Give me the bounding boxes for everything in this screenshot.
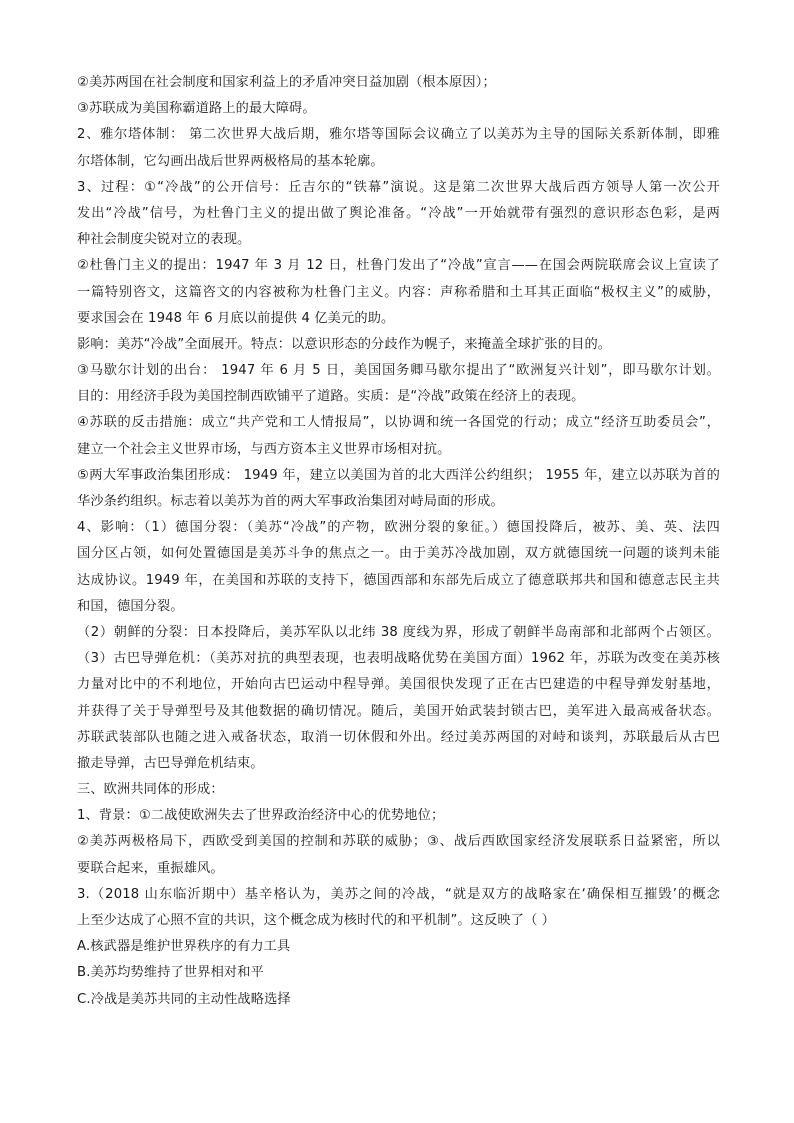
text-line: A.核武器是维护世界秩序的有力工具 [77, 939, 291, 955]
text-line: 国分区占领，如何处置德国是美苏斗争的焦点之一。由于美苏冷战加剧，双方就德国统一问题的谈判未能 [77, 546, 720, 562]
text-line: 影响：美苏“冷战”全面展开。特点：以意识形态的分歧作为幌子，来掩盖全球扩张的目的。 [77, 336, 612, 352]
text-line: 尔塔体制，它勾画出战后世界两极格局的基本轮廓。 [77, 153, 384, 169]
text-line: B.美苏均势维持了世界相对和平 [77, 965, 264, 981]
text-line: ②美苏两极格局下，西欧受到美国的控制和苏联的威胁；③、战后西欧国家经济发展联系日益紧密，所以 [77, 834, 720, 850]
text-line: 2、雅尔塔体制： 第二次世界大战后期，雅尔塔等国际会议确立了以美苏为主导的国际关系新体制，即雅 [77, 127, 720, 143]
text-line: 目的：用经济手段为美国控制西欧铺平了道路。实质：是“冷战”政策在经济上的表现。 [77, 389, 585, 405]
text-line: 3.（2018 山东临沂期中）基辛格认为，美苏之间的冷战，“就是双方的战略家在‘确保相互摧毁’的概念 [77, 886, 720, 902]
text-line: ④苏联的反击措施：成立“共产党和工人情报局”，以协调和统一各国党的行动；成立“经济互助委员会”， [77, 415, 720, 431]
text-line: 4、影响：（1）德国分裂：（美苏“冷战”的产物，欧洲分裂的象征。）德国投降后，被苏、美、英、法四 [77, 520, 720, 536]
text-line: 发出“冷战”信号，为杜鲁门主义的提出做了舆论准备。“冷战”一开始就带有强烈的意识形态色彩，是两 [77, 205, 720, 221]
text-line: 建立一个社会主义世界市场，与西方资本主义世界市场相对抗。 [77, 441, 451, 457]
text-line: 和国，德国分裂。 [77, 598, 184, 614]
text-line: 种社会制度尖锐对立的表现。 [77, 232, 251, 248]
text-line: 3、过程：①“冷战”的公开信号：丘吉尔的“铁幕”演说。这是第二次世界大战后西方领导人第一次公开 [77, 179, 720, 195]
text-line: ⑤两大军事政治集团形成： 1949 年，建立以美国为首的北大西洋公约组织； 1955 年，建立以苏联为首的 [77, 467, 720, 483]
text-line: 并获得了关于导弹型号及其他数据的确切情况。随后，美国开始武装封锁古巴，美军进入最高戒备状态。 [77, 703, 720, 719]
text-line: ②美苏两国在社会制度和国家利益上的矛盾冲突日益加剧（根本原因）； [77, 75, 496, 90]
text-line: 达成协议。1949 年，在美国和苏联的支持下，德国西部和东部先后成立了德意联邦共和国和德意志民主共 [77, 572, 720, 588]
text-line: 华沙条约组织。标志着以美苏为首的两大军事政治集团对峙局面的形成。 [77, 494, 504, 509]
text-line: 一篇特别咨文，这篇咨文的内容被称为杜鲁门主义。内容：声称希腊和土耳其正面临“极权主义”的威胁， [77, 284, 720, 300]
text-line: （2）朝鲜的分裂：日本投降后，美苏军队以北纬 38 度线为界，形成了朝鲜半岛南部和北部两个占领区。 [77, 624, 720, 640]
text-line: 要求国会在 1948 年 6 月底以前提供 4 亿美元的助。 [77, 310, 395, 326]
text-line: ②杜鲁门主义的提出：1947 年 3 月 12 日，杜鲁门发出了“冷战”宣言——在国会两院联席会议上宣读了 [77, 258, 720, 274]
text-line: ③苏联成为美国称霸道路上的最大障碍。 [77, 101, 316, 117]
text-line: ③马歇尔计划的出台： 1947 年 6 月 5 日，美国国务卿马歇尔提出了“欧洲复兴计划”，即马歇尔计划。 [77, 363, 720, 379]
text-line: 力量对比中的不利地位，开始向古巴运动中程导弹。美国很快发现了正在古巴建造的中程导弹发射基地， [77, 677, 720, 693]
text-line: 三、欧洲共同体的形成： [77, 782, 224, 798]
text-line: （3）古巴导弹危机：（美苏对抗的典型表现，也表明战略优势在美国方面）1962 年，苏联为改变在美苏核 [77, 651, 720, 667]
document-page [77, 70, 720, 1013]
text-line: 要联合起来，重振雄风。 [77, 860, 224, 876]
text-line: 上至少达成了心照不宣的共识，这个概念成为核时代的和平机制”。这反映了（ ） [77, 913, 556, 928]
text-line: C.冷战是美苏共同的主动性战略选择 [77, 991, 291, 1007]
text-line: 苏联武装部队也随之进入戒备状态，取消一切休假和外出。经过美苏两国的对峙和谈判，苏联最后从古巴 [77, 729, 720, 745]
text-line: 撤走导弹，古巴导弹危机结束。 [77, 755, 264, 771]
text-line: 1、背景：①二战使欧洲失去了世界政治经济中心的优势地位； [77, 808, 445, 824]
